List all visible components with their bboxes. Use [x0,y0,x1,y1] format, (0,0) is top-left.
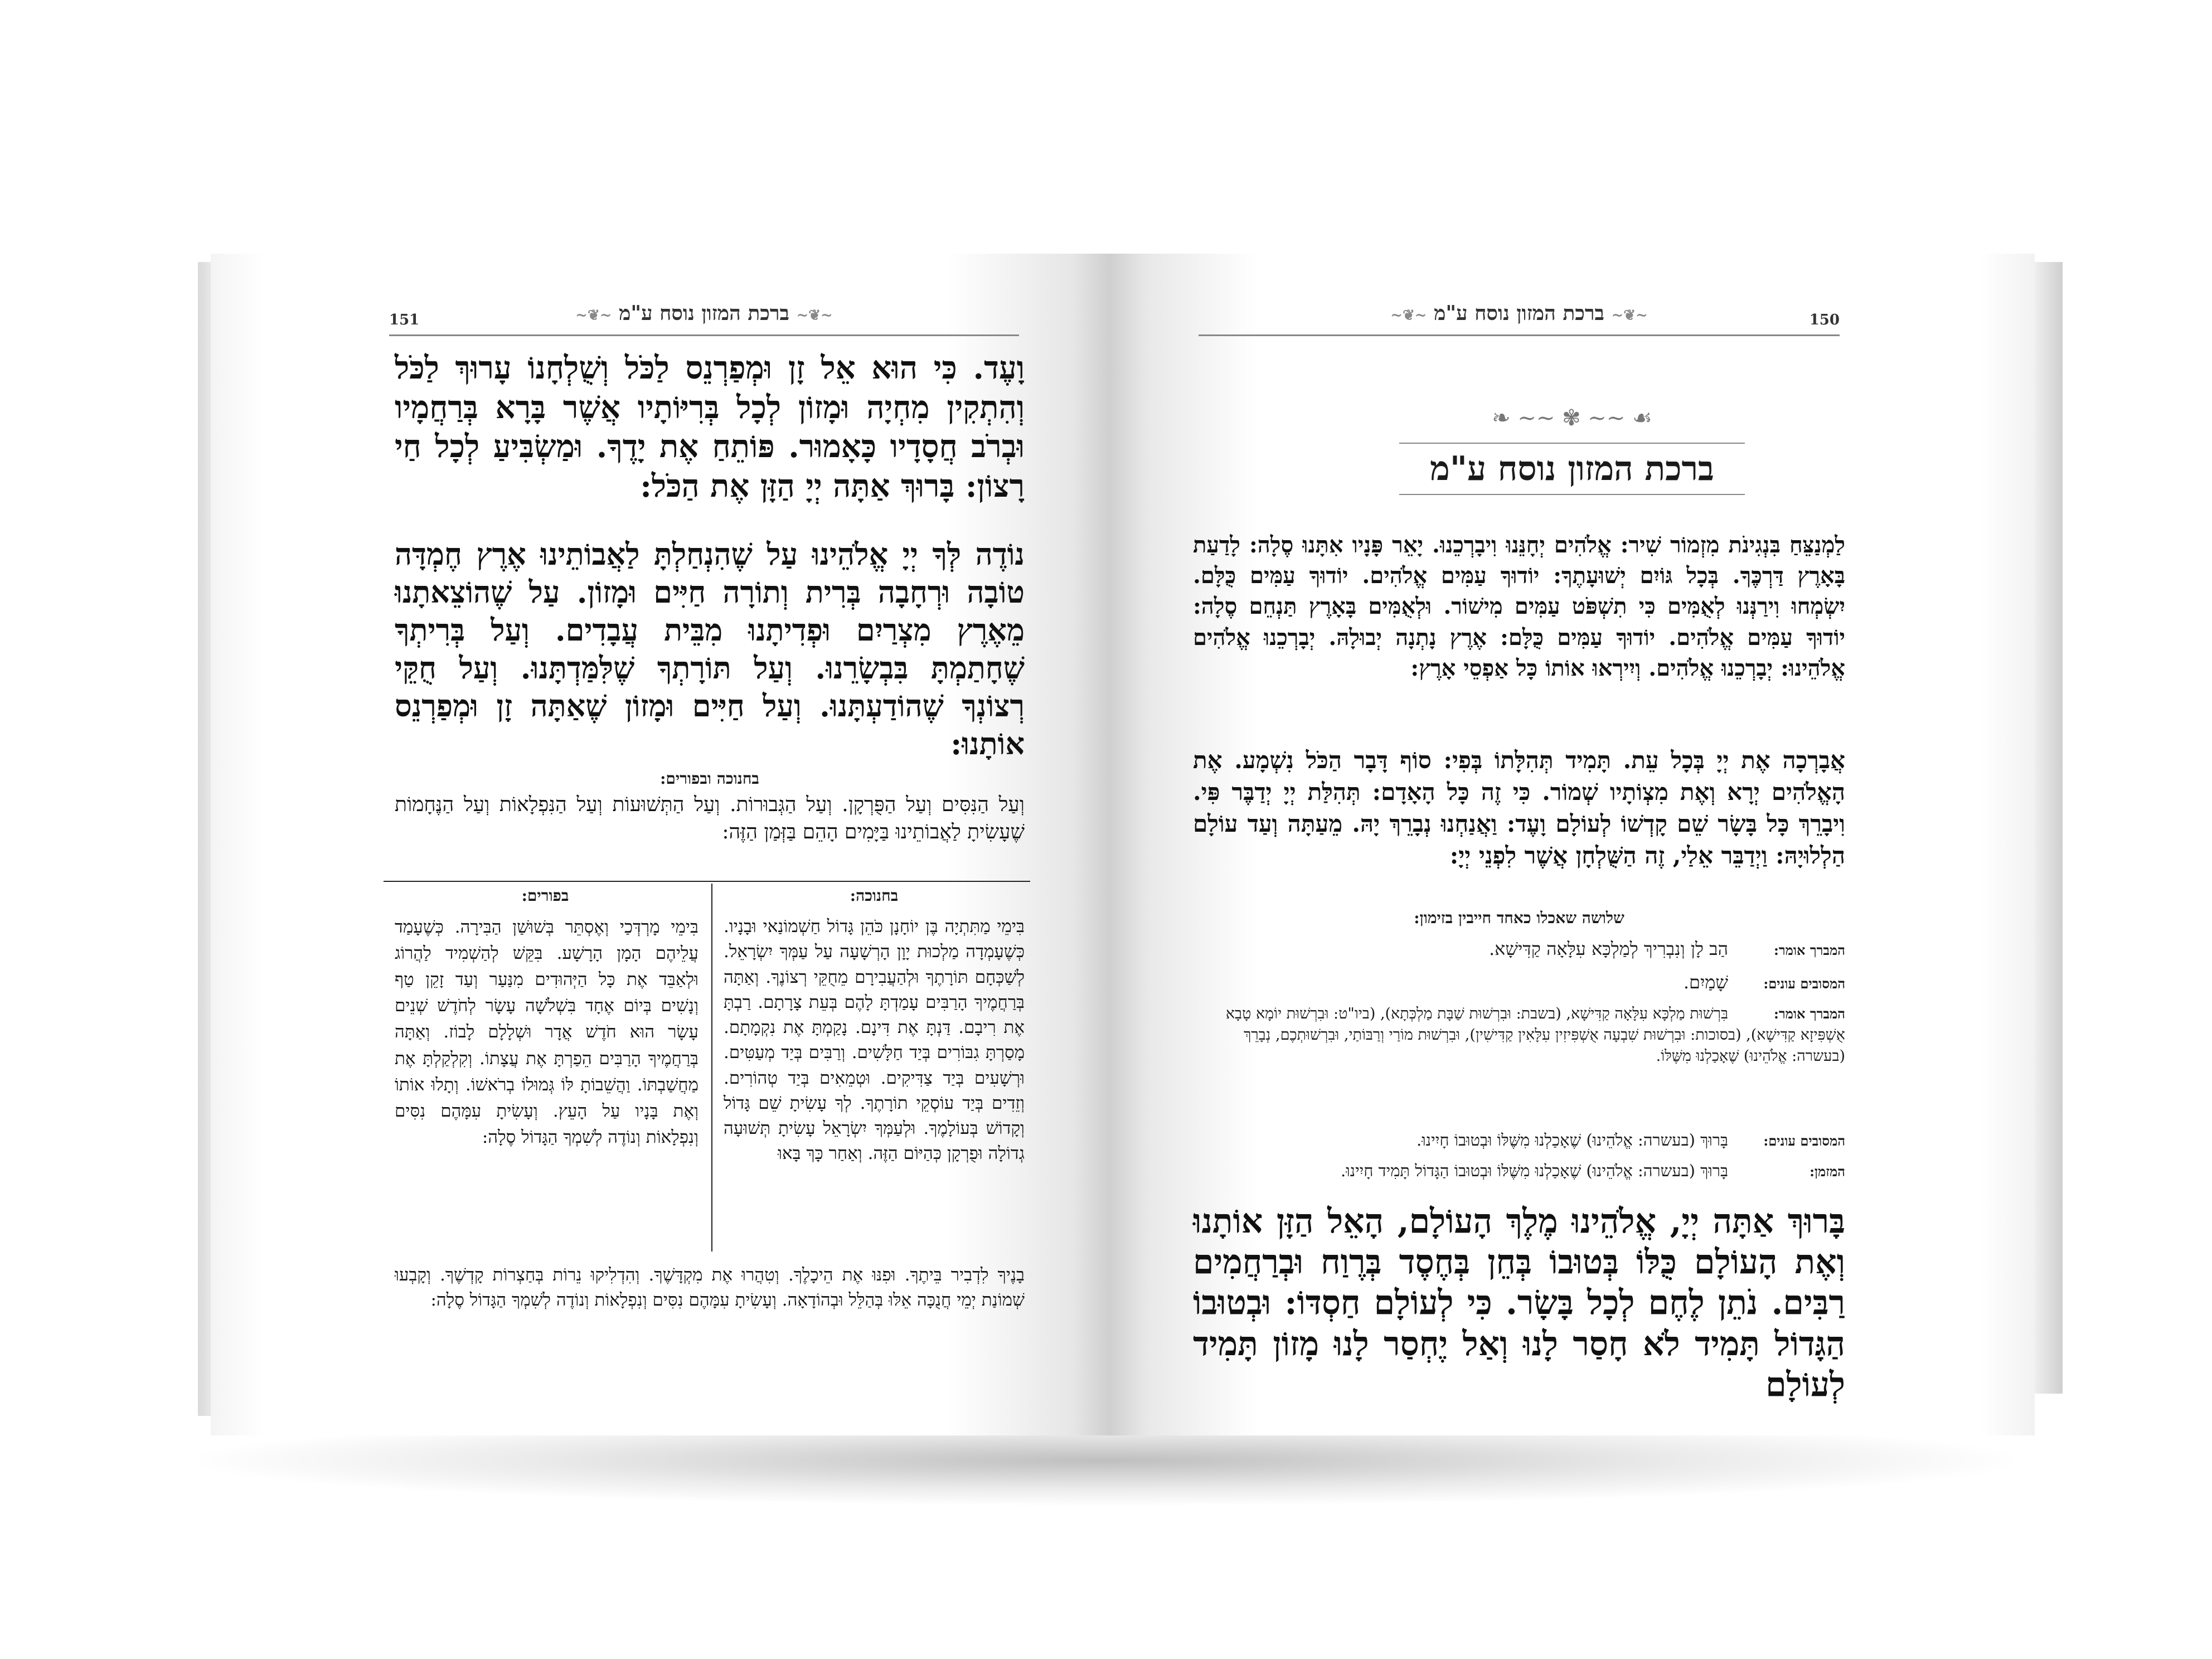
psalm-67: לַמְנַצֵּחַ בִּנְגִינֹת מִזְמוֹר שִׁיר: אֱלֹהִים יְחָנֵּנוּ וִיבָרְכֵנוּ. יָאֵר פָּנָיו אִתָּנוּ סֶלָה: לָדַעַת בָּאָרֶץ דַּרְכֶּךָ. בְּכָל גּוֹיִם יְשׁוּעָתֶךָ: יוֹדוּךָ עַמִּים אֱלֹהִים. יוֹדוּךָ עַמִּים כֻּלָּם. יִשְׂמְחוּ וִירַנְּנוּ לְאֻמִּים כִּי תִשְׁפֹּט עַמִּים מִישׁוֹר. וּלְאֻמִּים בָּאָרֶץ תַּנְחֵם סֶלָה: יוֹדוּךָ עַמִּים אֱלֹהִים. יוֹדוּךָ עַמִּים כֻּלָּם: אֶרֶץ נָתְנָה יְבוּלָהּ. יְבָרְכֵנוּ אֱלֹהִים אֱלֹהֵינוּ: יְבָרְכֵנוּ אֱלֹהִים. וְיִירְאוּ אוֹתוֹ כָּל אַפְסֵי אָרֶץ: [1193,532,1845,681]
zimun-row [1193,1129,1845,1152]
zimun-row [1193,937,1845,962]
caption-chanukah-purim: בחנוכה ובפורים: [660,769,759,788]
zimun-row [1193,970,1845,995]
paragraph-avarcha: אֲבָרְכָה אֶת יְיָ בְּכָל עֵת. תָּמִיד תְּהִלָּתוֹ בְּפִי: סוֹף דָּבָר הַכֹּל נִשְׁמָע. אֶת הָאֱלֹהִים יְרָא וְאֶת מִצְוֹתָיו שְׁמוֹר. כִּי זֶה כָּל הָאָדָם: תְּהִלַּת יְיָ יְדַבֶּר פִּי. וִיבָרֵךְ כָּל בָּשָׂר שֵׁם קָדְשׁוֹ לְעוֹלָם וָעֶד: וַאֲנַחְנוּ נְבָרֵךְ יָהּ. מֵעַתָּה וְעַד עוֹלָם הַלְלוּיָהּ: וַיְדַבֵּר אֵלַי, זֶה הַשֻּׁלְחָן אֲשֶׁר לִפְנֵי יְיָ: [1193,746,1845,870]
zimun-label: המברך אומר: [1774,942,1845,958]
paragraph-nodeh: נוֹדֶה לְּךָ יְיָ אֱלֹהֵינוּ עַל שֶׁהִנְחַלְתָּ לַאֲבוֹתֵינוּ אֶרֶץ חֶמְדָּה טוֹבָה וּרְחָבָה בְּרִית וְתוֹרָה חַיִּים וּמָזוֹן. עַל שֶׁהוֹצֵאתָנוּ מֵאֶרֶץ מִצְרַיִם וּפְדִיתָנוּ מִבֵּית עֲבָדִים. וְעַל בְּרִיתְךָ שֶׁחָתַמְתָּ בִּבְשָׂרֵנוּ. וְעַל תּוֹרָתְךָ שֶׁלִּמַּדְתָּנוּ. וְעַל חֻקֵּי רְצוֹנְךָ שֶׁהוֹדַעְתָּנוּ. וְעַל חַיִּים וּמָזוֹן שֶׁאַתָּה זָן וּמְפַרְנֵס אוֹתָנוּ: [395,536,1025,762]
zimun-row [1193,1160,1845,1182]
page-number: 151 [389,312,420,328]
running-header [389,297,1019,336]
header-title: ברכת המזון נוסח ע"מ [1434,302,1604,325]
blessing-hazan: בָּרוּךְ אַתָּה יְיָ, אֱלֹהֵינוּ מֶלֶךְ הָעוֹלָם, הָאֵל הַזָּן אוֹתָנוּ וְאֶת הָעוֹלָם כֻּלּוֹ בְּטוּבוֹ בְּחֵן בְּחֶסֶד בְּרֶוַח וּבְרַחֲמִים רַבִּים. נֹתֵן לֶחֶם לְכָל בָּשָׂר. כִּי לְעוֹלָם חַסְדּוֹ: וּבְטוּבוֹ הַגָּדוֹל תָּמִיד לֹא חָסַר לָנוּ וְאַל יֶחְסַר לָנוּ מָזוֹן תָּמִיד לְעוֹלָם [1193,1202,1845,1404]
purim-text: בִּימֵי מָרְדְּכַי וְאֶסְתֵּר בְּשׁוּשַׁן הַבִּירָה. כְּשֶׁעָמַד עֲלֵיהֶם הָמָן הָרָשָׁע. בִּקֵּשׁ לְהַשְׁמִיד לַהֲרוֹג וּלְאַבֵּד אֶת כָּל הַיְּהוּדִים מִנַּעַר וְעַד זָקֵן טַף וְנָשִׁים בְּיוֹם אֶחָד בִּשְׁלֹשָׁה עָשָׂר לְחֹדֶשׁ שְׁנֵים עָשָׂר הוּא חֹדֶשׁ אֲדָר וּשְׁלָלָם לָבוֹז. וְאַתָּה בְּרַחֲמֶיךָ הָרַבִּים הֵפַרְתָּ אֶת עֲצָתוֹ. וְקִלְקַלְתָּ אֶת מַחֲשַׁבְתּוֹ. וַהֲשֵׁבוֹתָ לּוֹ גְּמוּלוֹ בְרֹאשׁוֹ. וְתָלוּ אוֹתוֹ וְאֶת בָּנָיו עַל הָעֵץ. וְעָשִׂיתָ עִמָּהֶם נִסִּים וְנִפְלָאוֹת וְנוֹדֶה לְשִׁמְךָ הַגָּדוֹל סֶלָה: [395,917,698,1147]
right-page [1109,254,2035,1435]
section-title: ברכת המזון נוסח ע"מ [1399,443,1745,495]
right-page-edges [2034,262,2063,1394]
caption-chanukah: בחנוכה: [850,886,899,905]
zimun-text: בָּרוּךְ (בעשרה: אֱלֹהֵינוּ) שֶׁאָכַלְנוּ מִשֶּׁלּוֹ וּבְטוּבוֹ חָיִינוּ. [1417,1131,1728,1149]
zimun-caption: שלושה שאכלו כאחד חייבין בזימון: [1414,909,1624,927]
paragraph-hazan: וָעֶד. כִּי הוּא אֵל זָן וּמְפַרְנֵס לַכֹּל וְשֻׁלְחָנוֹ עָרוּךְ לַכֹּל וְהִתְקִין מִחְיָה וּמָזוֹן לְכָל בְּרִיּוֹתָיו אֲשֶׁר בָּרָא בְּרַחֲמָיו וּבְרֹב חֲסָדָיו כָּאָמוּר. פּוֹתֵחַ אֶת יָדֶךָ. וּמַשְׂבִּיעַ לְכָל חַי רָצוֹן: בָּרוּךְ אַתָּה יְיָ הַזָּן אֶת הַכֹּל: [395,350,1025,505]
title-banner [1399,401,1745,513]
zimun-row [1193,1003,1845,1066]
page-number: 150 [1809,312,1840,328]
paragraph-al-hanisim: וְעַל הַנִּסִּים וְעַל הַפֻּרְקָן. וְעַל הַגְּבוּרוֹת. וְעַל הַתְּשׁוּעוֹת וְעַל הַנִּפְלָאוֹת וְעַל הַנֶּחָמוֹת שֶׁעָשִׂיתָ לַאֲבוֹתֵינוּ בַּיָּמִים הָהֵם בַּזְּמַן הַזֶּה: [395,793,1025,843]
zimun-text: שָׁמַיִם. [1683,972,1728,993]
ornament-icon: ~❦~ [575,307,612,324]
column-divider [711,884,712,1251]
ornament-icon: ~❦~ [1611,307,1648,324]
section-rule [384,881,1030,882]
chanukah-text: בִּימֵי מַתִּתְיָה בֶּן יוֹחָנָן כֹּהֵן גָּדוֹל חַשְׁמוֹנַאי וּבָנָיו. כְּשֶׁעָמְדָה מַלְכוּת יָוָן הָרְשָׁעָה עַל עַמְּךָ יִשְׂרָאֵל. לְשַׁכְּחָם תּוֹרָתֶךָ וּלְהַעֲבִירָם מֵחֻקֵּי רְצוֹנֶךָ. וְאַתָּה בְּרַחֲמֶיךָ הָרַבִּים עָמַדְתָּ לָהֶם בְּעֵת צָרָתָם. רַבְתָּ אֶת רִיבָם. דַּנְתָּ אֶת דִּינָם. נָקַמְתָּ אֶת נִקְמָתָם. מָסַרְתָּ גִבּוֹרִים בְּיַד חַלָּשִׁים. וְרַבִּים בְּיַד מְעַטִּים. וּרְשָׁעִים בְּיַד צַדִּיקִים. וּטְמֵאִים בְּיַד טְהוֹרִים. וְזֵדִים בְּיַד עוֹסְקֵי תוֹרָתֶךָ. לְךָ עָשִׂיתָ שֵׁם גָּדוֹל וְקָדוֹשׁ בְּעוֹלָמֶךָ. וּלְעַמְּךָ יִשְׂרָאֵל עָשִׂיתָ תְּשׁוּעָה גְדוֹלָה וּפֻרְקָן כְּהַיּוֹם הַזֶּה. וְאַחַר כָּךְ בָּאוּ [724,916,1025,1164]
ornament-icon: ~❦~ [796,307,833,324]
zimun-label: המברך אומר: [1774,1006,1845,1022]
zimun-label: המזמן: [1810,1163,1845,1180]
zimun-label: המסובים עונים: [1763,1133,1845,1149]
chanukah-continuation: בָנֶיךָ לִדְבִיר בֵּיתֶךָ. וּפִנּוּ אֶת הֵיכָלֶךָ. וְטִהֲרוּ אֶת מִקְדָּשֶׁךָ. וְהִדְלִיקוּ נֵרוֹת בְּחַצְרוֹת קָדְשֶׁךָ. וְקָבְעוּ שְׁמוֹנַת יְמֵי חֲנֻכָּה אֵלּוּ בְּהַלֵּל וּבְהוֹדָאָה. וְעָשִׂיתָ עִמָּהֶם נִסִּים וְנִפְלָאוֹת וְנוֹדֶה לְשִׁמְךָ הַגָּדוֹל סֶלָה: [395,1265,1025,1310]
caption-purim: בפורים: [521,886,569,905]
header-title: ברכת המזון נוסח ע"מ [619,302,789,325]
flourish-icon: ❧ ~~ ✾ ~~ ☙ [1492,405,1652,431]
zimun-text: הַב לָן וְנִבְרִיךְ לְמַלְכָּא עִלָּאָה קַדִּישָׁא. [1488,938,1728,959]
zimun-text: בָּרוּךְ (בעשרה: אֱלֹהֵינוּ) שֶׁאָכַלְנוּ מִשֶּׁלּוֹ וּבְטוּבוֹ הַגָּדוֹל תָּמִיד חָיִינוּ. [1341,1161,1728,1180]
running-header [1199,297,1840,336]
zimun-text: בִּרְשׁוּת מַלְכָּא עִלָּאָה קַדִּישָׁא, (בשבת: וּבִרְשׁוּת שַׁבָּת מַלְכְּתָא), (ביו"ט: וּבִרְשׁוּת יוֹמָא טָבָא אֻשְׁפִּיזָא קַדִּישָׁא), (בסוכות: וּבִרְשׁוּת שִׁבְעָה אֻשְׁפִּיזִין עִלָּאִין קַדִּישִׁין), וּבִרְשׁוּת מוֹרַי וְרַבּוֹתַי, וּבִרְשׁוּתְכֶם, נְבָרֵךְ (בעשרה: אֱלֹהֵינוּ) שֶׁאָכַלְנוּ מִשֶּׁלּוֹ. [1225,1005,1845,1065]
zimun-label: המסובים עונים: [1763,976,1845,992]
left-page [211,254,1109,1435]
ornament-icon: ~❦~ [1390,307,1427,324]
